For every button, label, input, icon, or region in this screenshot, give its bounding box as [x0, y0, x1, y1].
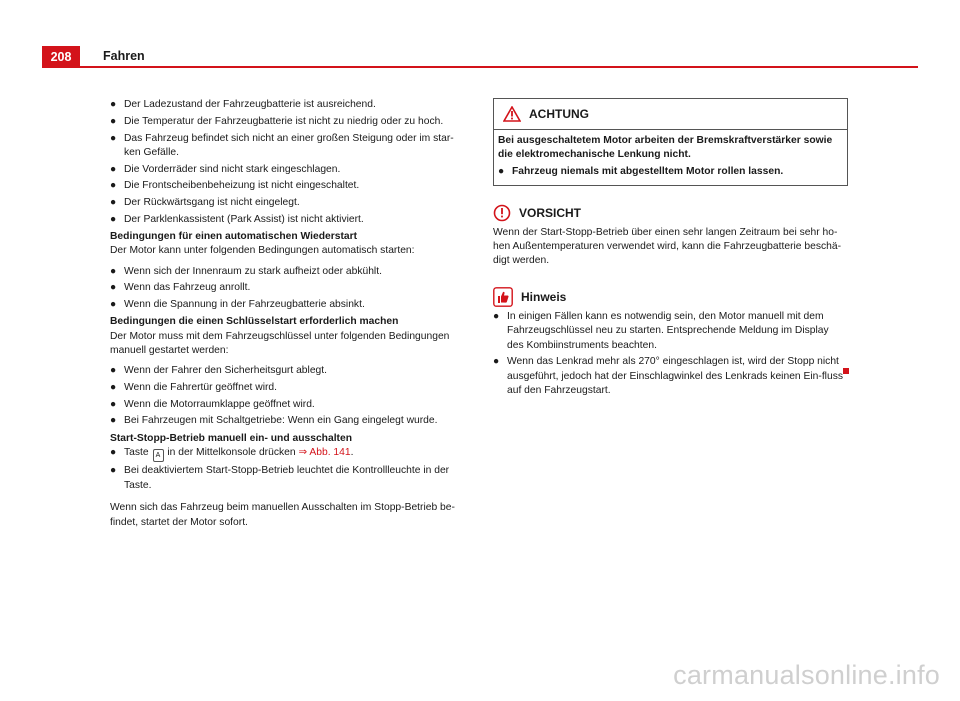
bullet: ●: [110, 265, 117, 277]
caution-title: VORSICHT: [519, 205, 582, 220]
bullet: ●: [110, 299, 117, 311]
caution-text: Wenn der Start-Stopp-Betrieb über einen sehr langen Zeitraum bei sehr ho-hen Außentemperaturen verwendet wird, kann die Fahrzeugbatterie beschä-digt werden.: [493, 226, 842, 267]
list-item: ● Fahrzeug niemals mit abgestelltem Motor rollen lassen.: [498, 165, 841, 179]
conditions-list: [110, 98, 462, 227]
warning-text: Bei ausgeschaltetem Motor arbeiten der Bremskraftverstärker sowie die elektromechanische Lenkung nicht.: [498, 135, 833, 161]
bullet: ●: [110, 365, 117, 376]
list-item: ● Wenn die Fahrertür geöffnet wird.: [110, 381, 462, 395]
bullet: ●: [110, 132, 117, 144]
note-title: Hinweis: [521, 290, 567, 305]
bullet: ●: [498, 166, 505, 178]
warning-body: [494, 130, 847, 185]
warning-triangle-icon: [503, 106, 521, 122]
key-start-intro: Der Motor muss mit dem Fahrzeugschlüssel unter folgenden Bedingungen manuell gestartet werden:: [110, 330, 450, 356]
header-rule: [42, 66, 918, 68]
note-hand-icon: [493, 287, 513, 307]
list-item: ● Bei Fahrzeugen mit Schaltgetriebe: Wenn ein Gang eingelegt wurde.: [110, 414, 462, 428]
bullet: ●: [110, 197, 117, 209]
restart-intro: Der Motor kann unter folgenden Bedingungen automatisch starten:: [110, 245, 415, 257]
bullet: ●: [110, 465, 117, 477]
closing-paragraph: Wenn sich das Fahrzeug beim manuellen Ausschalten im Stopp-Betrieb be-findet, startet der Motor sofort.: [110, 502, 455, 528]
bullet: ●: [110, 99, 117, 110]
list-item: ● Wenn das Fahrzeug anrollt.: [110, 281, 462, 295]
list-item: ● Wenn die Motorraumklappe geöffnet wird.: [110, 398, 462, 412]
caution-header: [493, 200, 848, 226]
list-item: ● Das Fahrzeug befindet sich nicht an einer großen Steigung oder im star-ken Gefälle.: [110, 132, 462, 160]
list-item: ● Wenn die Spannung in der Fahrzeugbatterie absinkt.: [110, 298, 462, 312]
key-start-list: [110, 364, 462, 429]
bullet: ●: [110, 398, 117, 410]
bullet: ●: [110, 163, 117, 175]
warning-box: [493, 98, 848, 186]
list-item: ● Die Temperatur der Fahrzeugbatterie ist nicht zu niedrig oder zu hoch.: [110, 115, 462, 129]
list-item: ● Wenn sich der Innenraum zu stark aufheizt oder abkühlt.: [110, 265, 462, 279]
restart-list: [110, 265, 462, 313]
section-heading-restart: Bedingungen für einen automatischen Wiederstart: [110, 231, 358, 243]
section-end-marker: [843, 368, 849, 374]
warning-title: ACHTUNG: [529, 106, 589, 121]
list-item: ● Der Parklenkassistent (Park Assist) ist nicht aktiviert.: [110, 213, 462, 227]
list-item: ● Taste A in der Mittelkonsole drücken ⇒ Abb. 141.: [110, 446, 462, 462]
caution-section: [493, 200, 848, 269]
bullet: ●: [110, 381, 117, 393]
list-item: ● Bei deaktiviertem Start-Stopp-Betrieb leuchtet die Kontrollleuchte in der Taste.: [110, 464, 462, 492]
figure-link[interactable]: ⇒ Abb. 141: [298, 446, 351, 458]
bullet: ●: [493, 356, 500, 368]
start-stop-key-icon: A: [153, 449, 164, 462]
page-number: 208: [42, 46, 80, 68]
page-title: Fahren: [103, 49, 145, 63]
section-heading-manual: Start-Stopp-Betrieb manuell ein- und ausschalten: [110, 432, 353, 444]
list-item: ● In einigen Fällen kann es notwendig sein, den Motor manuell mit dem Fahrzeugschlüssel neu zu starten. Entsprechende Meldung im Display des Kombiinstruments beachten.: [493, 310, 848, 353]
list-item: ● Der Rückwärtsgang ist nicht eingelegt.: [110, 196, 462, 210]
note-header: [493, 284, 848, 310]
caution-exclamation-icon: [493, 204, 511, 222]
list-item: ● Wenn das Lenkrad mehr als 270° eingeschlagen ist, wird der Stopp nicht ausgeführt, jedoch hat der Einschlagwinkel des Lenkrads keinen Ein-fluss auf den Fahrzeugstart.: [493, 355, 848, 398]
watermark: carmanualsonline.info: [673, 660, 940, 690]
section-heading-key-start: Bedingungen die einen Schlüsselstart erforderlich machen: [110, 316, 399, 328]
left-column: [110, 98, 462, 530]
bullet: ●: [110, 282, 117, 294]
list-item: ● Der Ladezustand der Fahrzeugbatterie ist ausreichend.: [110, 98, 462, 112]
bullet: ●: [110, 213, 117, 225]
bullet: ●: [110, 446, 117, 458]
right-column: [493, 98, 848, 401]
list-item: ● Wenn der Fahrer den Sicherheitsgurt ablegt.: [110, 364, 462, 378]
list-item: ● Die Vorderräder sind nicht stark eingeschlagen.: [110, 163, 462, 177]
list-item: ● Die Frontscheibenbeheizung ist nicht eingeschaltet.: [110, 179, 462, 193]
note-section: [493, 284, 848, 398]
bullet: ●: [110, 415, 117, 427]
warning-header: [494, 99, 847, 130]
bullet: ●: [110, 180, 117, 192]
bullet: ●: [110, 115, 117, 127]
bullet: ●: [493, 311, 500, 323]
